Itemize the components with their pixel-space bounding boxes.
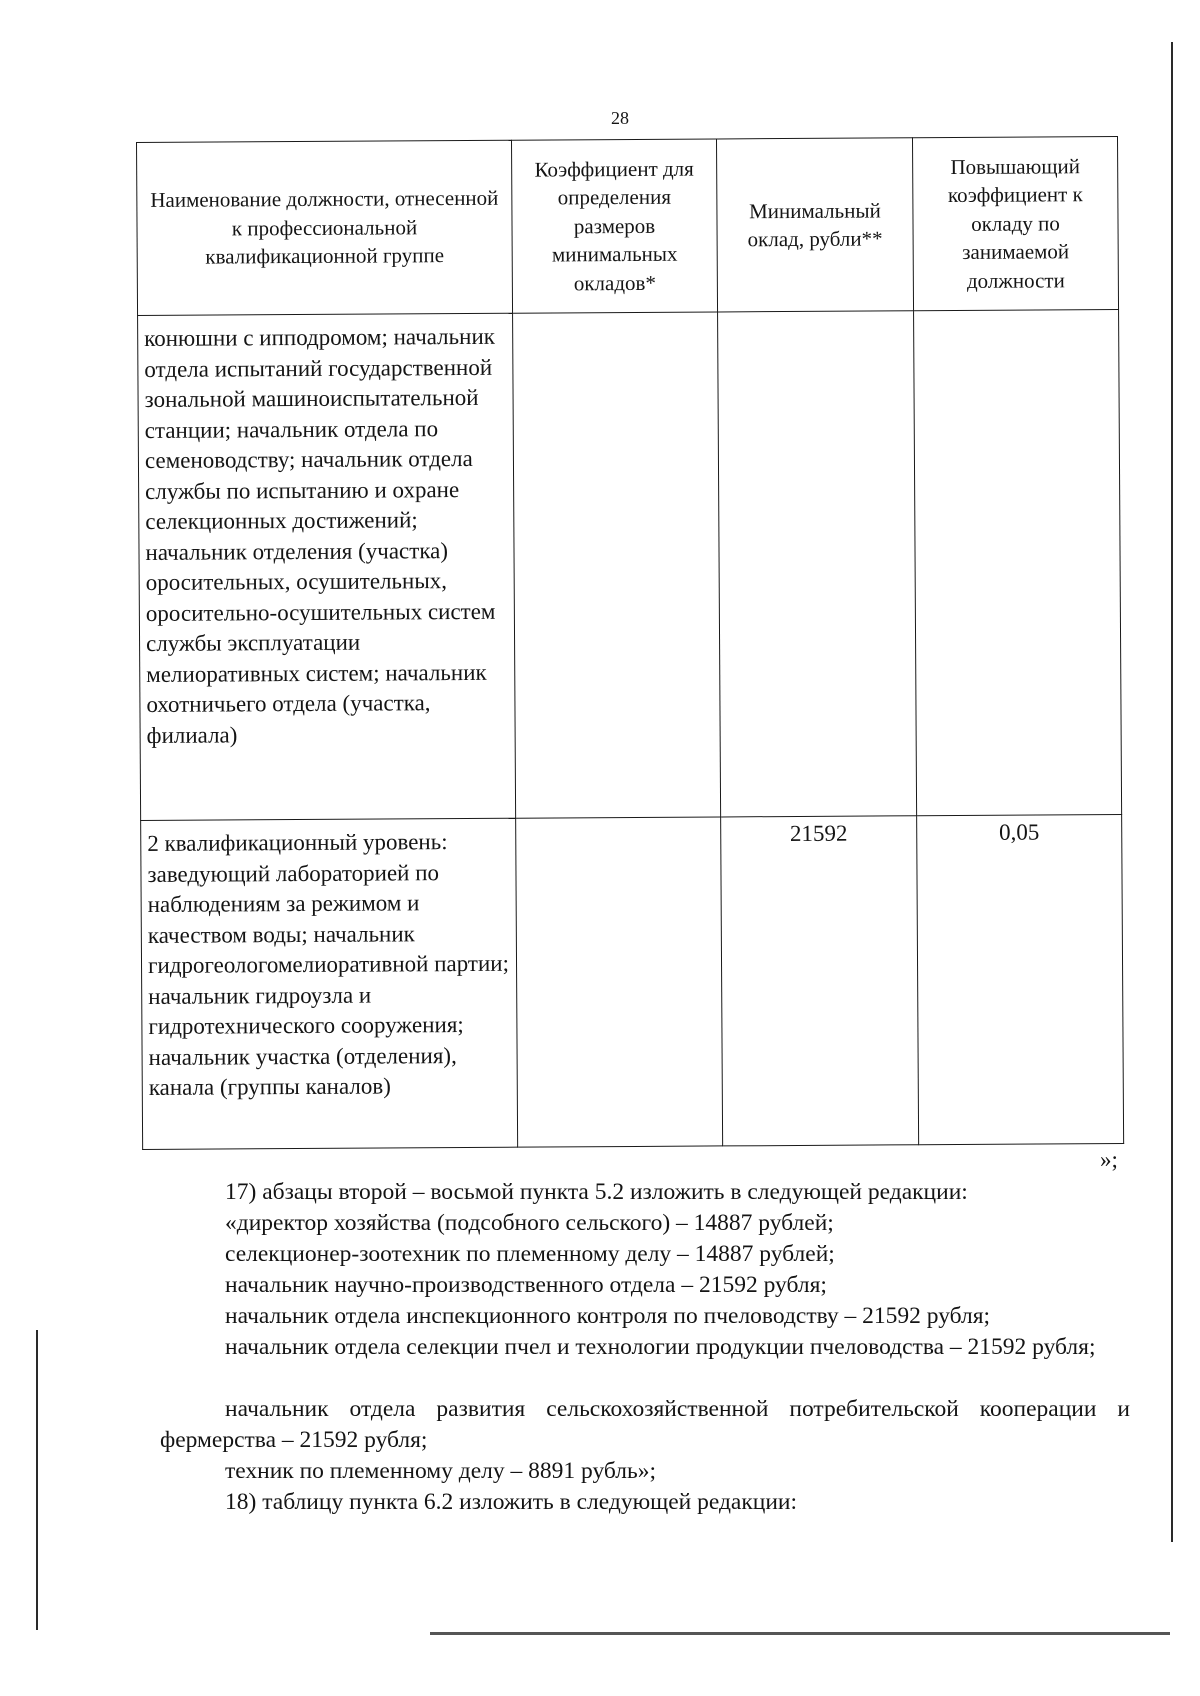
scan-edge-left xyxy=(36,1330,38,1630)
table-header-row xyxy=(137,137,1119,316)
position-name-cell: конюшни с ипподромом; начальник отдела испытаний государственной зональной машиноиспытательной станции; начальник отдела по семеноводству; начальник отдела службы по испытанию и охране селекционных достижений; начальник отделения (участка) оросительных, осушительных, оросительно-осушительных систем службы эксплуатации мелиоративных систем; начальник охотничьего отдела (участка, филиала) xyxy=(138,313,516,820)
raise-cell xyxy=(914,310,1122,816)
coefficient-cell xyxy=(513,312,721,818)
header-raise-coefficient: Повышающий коэффициент к окладу по занимаемой должности xyxy=(912,137,1118,311)
page-number: 28 xyxy=(611,108,629,128)
body-paragraph: начальник отдела селекции пчел и технологии продукции пчеловодства – 21592 рубля; xyxy=(225,1334,1096,1360)
body-line: начальник научно-производственного отдела – 21592 рубля; xyxy=(225,1272,827,1298)
table-row xyxy=(138,310,1122,821)
body-line: 17) абзацы второй – восьмой пункта 5.2 изложить в следующей редакции: xyxy=(225,1179,968,1205)
body-line: селекционер-зоотехник по племенному делу – 14887 рублей; xyxy=(225,1241,835,1267)
body-line: 18) таблицу пункта 6.2 изложить в следующей редакции: xyxy=(225,1489,798,1515)
header-coefficient: Коэффициент для определения размеров минимальных окладов* xyxy=(511,139,717,313)
body-line: начальник отдела инспекционного контроля по пчеловодству – 21592 рубля; xyxy=(225,1303,991,1329)
position-name-cell: 2 квалификационный уровень: заведующий лабораторией по наблюдениям за режимом и качеством воды; начальник гидрогеологомелиоративной партии; начальник гидроузла и гидротехнического сооружения; начальник участка (отделения), канала (группы каналов) xyxy=(141,818,518,1149)
body-line: «директор хозяйства (подсобного сельского) – 14887 рублей; xyxy=(225,1210,834,1236)
table-row xyxy=(141,814,1124,1149)
salary-table xyxy=(136,136,1124,1150)
header-minimum-salary: Минимальный оклад, рубли** xyxy=(716,138,913,312)
table-closing-quote: »; xyxy=(1100,1147,1118,1172)
raise-cell: 0,05 xyxy=(917,814,1124,1144)
body-line: техник по племенному делу – 8891 рубль»; xyxy=(225,1458,656,1484)
header-position-name: Наименование должности, отнесенной к профессиональной квалификационной группе xyxy=(137,140,513,315)
body-paragraph: начальник отдела развития сельскохозяйственной потребительской кооперации и фермерства – 21592 рубля; xyxy=(160,1396,1130,1453)
salary-cell: 21592 xyxy=(721,816,919,1146)
scan-edge-bottom xyxy=(430,1632,1170,1635)
coefficient-cell xyxy=(516,817,723,1147)
salary-cell xyxy=(718,311,917,817)
